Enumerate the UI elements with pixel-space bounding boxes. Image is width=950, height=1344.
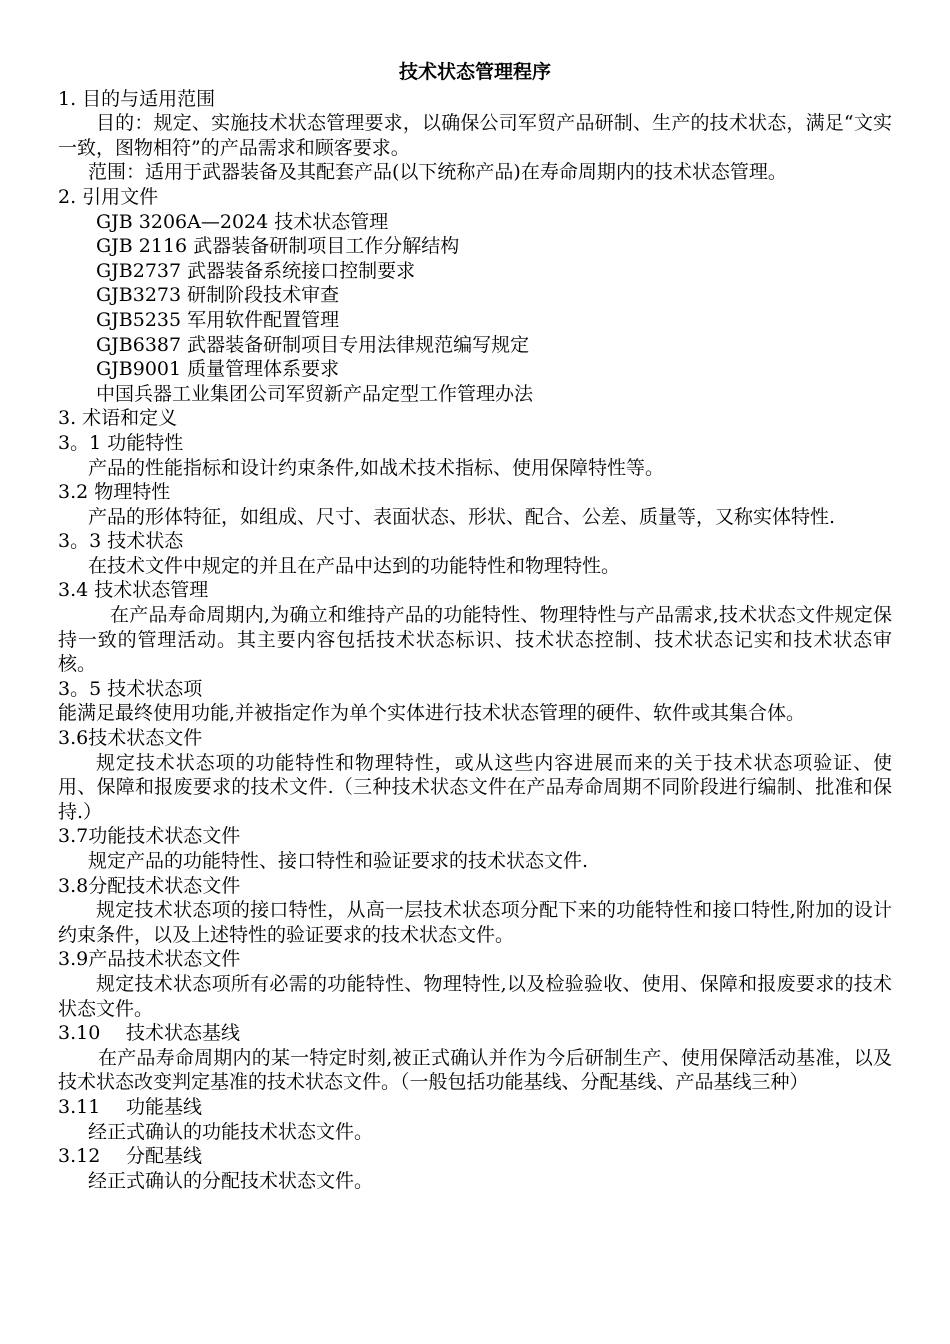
reference-item: GJB5235 军用软件配置管理 — [96, 308, 340, 331]
reference-item: GJB3273 研制阶段技术审查 — [96, 284, 340, 307]
term-label: 分配基线 — [126, 1145, 203, 1168]
purpose-paragraph: 目的：规定、实施技术状态管理要求，以确保公司军贸产品研制、生产的技术状态，满足“文实一致，图物相符”的产品需求和顾客要求。 — [58, 112, 892, 159]
term-heading: 3。5 技术状态项 — [58, 677, 203, 700]
term-heading — [58, 1095, 892, 1120]
term-heading — [58, 1144, 892, 1169]
term-label: 功能基线 — [126, 1095, 203, 1118]
section-1-heading: 1. 目的与适用范围 — [58, 87, 216, 110]
reference-item: GJB9001 质量管理体系要求 — [96, 358, 340, 381]
reference-item: 中国兵器工业集团公司军贸新产品定型工作管理办法 — [96, 382, 534, 405]
term-heading: 3.7功能技术状态文件 — [58, 825, 241, 848]
term-heading — [58, 1021, 892, 1046]
term-number: 3.10 — [58, 1022, 101, 1045]
reference-item: GJB 3206A—2024 技术状态管理 — [96, 210, 389, 233]
term-definition: 在产品寿命周期内,为确立和维持产品的功能特性、物理特性与产品需求,技术状态文件规定保持一致的管理活动。其主要内容包括技术状态标识、技术状态控制、技术状态记实和技术状态审核。 — [58, 604, 892, 676]
term-number: 3.12 — [58, 1145, 101, 1168]
document-title: 技术状态管理程序 — [398, 61, 551, 83]
reference-item: GJB 2116 武器装备研制项目工作分解结构 — [96, 235, 460, 258]
section-3-heading: 3. 术语和定义 — [58, 407, 178, 430]
section-2-heading: 2. 引用文件 — [58, 185, 159, 208]
term-definition: 产品的性能指标和设计约束条件,如战术技术指标、使用保障特性等。 — [88, 456, 665, 479]
reference-item: GJB2737 武器装备系统接口控制要求 — [96, 259, 416, 282]
scope-paragraph: 范围：适用于武器装备及其配套产品(以下统称产品)在寿命周期内的技术状态管理。 — [88, 161, 787, 184]
term-definition: 在产品寿命周期内的某一特定时刻,被正式确认并作为今后研制生产、使用保障活动基准，以及技术状态改变判定基准的技术状态文件。（一般包括功能基线、分配基线、产品基线三种） — [58, 1046, 892, 1094]
term-heading: 3.2 物理特性 — [58, 481, 171, 504]
term-definition: 经正式确认的分配技术状态文件。 — [88, 1169, 374, 1192]
term-heading: 3.8分配技术状态文件 — [58, 874, 241, 897]
term-heading: 3。1 功能特性 — [58, 431, 184, 454]
term-number: 3.11 — [58, 1095, 101, 1118]
term-definition: 在技术文件中规定的并且在产品中达到的功能特性和物理特性。 — [88, 554, 621, 577]
term-heading: 3.4 技术状态管理 — [58, 579, 209, 602]
term-definition: 规定技术状态项的接口特性，从高一层技术状态项分配下来的功能特性和接口特性,附加的设计约束条件，以及上述特性的验证要求的技术状态文件。 — [58, 899, 892, 946]
term-heading: 3.6技术状态文件 — [58, 727, 203, 750]
term-label: 技术状态基线 — [126, 1022, 241, 1045]
term-definition: 规定产品的功能特性、接口特性和验证要求的技术状态文件. — [88, 850, 589, 872]
term-definition: 经正式确认的功能技术状态文件。 — [88, 1120, 374, 1143]
term-definition: 能满足最终使用功能,并被指定作为单个实体进行技术状态管理的硬件、软件或其集合体。 — [58, 702, 806, 725]
term-heading: 3.9产品技术状态文件 — [58, 948, 241, 971]
term-definition: 产品的形体特征，如组成、尺寸、表面状态、形状、配合、公差、质量等，又称实体特性. — [88, 505, 836, 528]
reference-item: GJB6387 武器装备研制项目专用法律规范编写规定 — [96, 333, 530, 356]
term-definition: 规定技术状态项的功能特性和物理特性，或从这些内容进展而来的关于技术状态项验证、使用、保障和报废要求的技术文件.（三种技术状态文件在产品寿命周期不同阶段进行编制、批准和保持.） — [58, 751, 892, 823]
term-definition: 规定技术状态项所有必需的功能特性、物理特性,以及检验验收、使用、保障和报废要求的技术状态文件。 — [58, 972, 892, 1020]
term-heading: 3。3 技术状态 — [58, 530, 184, 553]
